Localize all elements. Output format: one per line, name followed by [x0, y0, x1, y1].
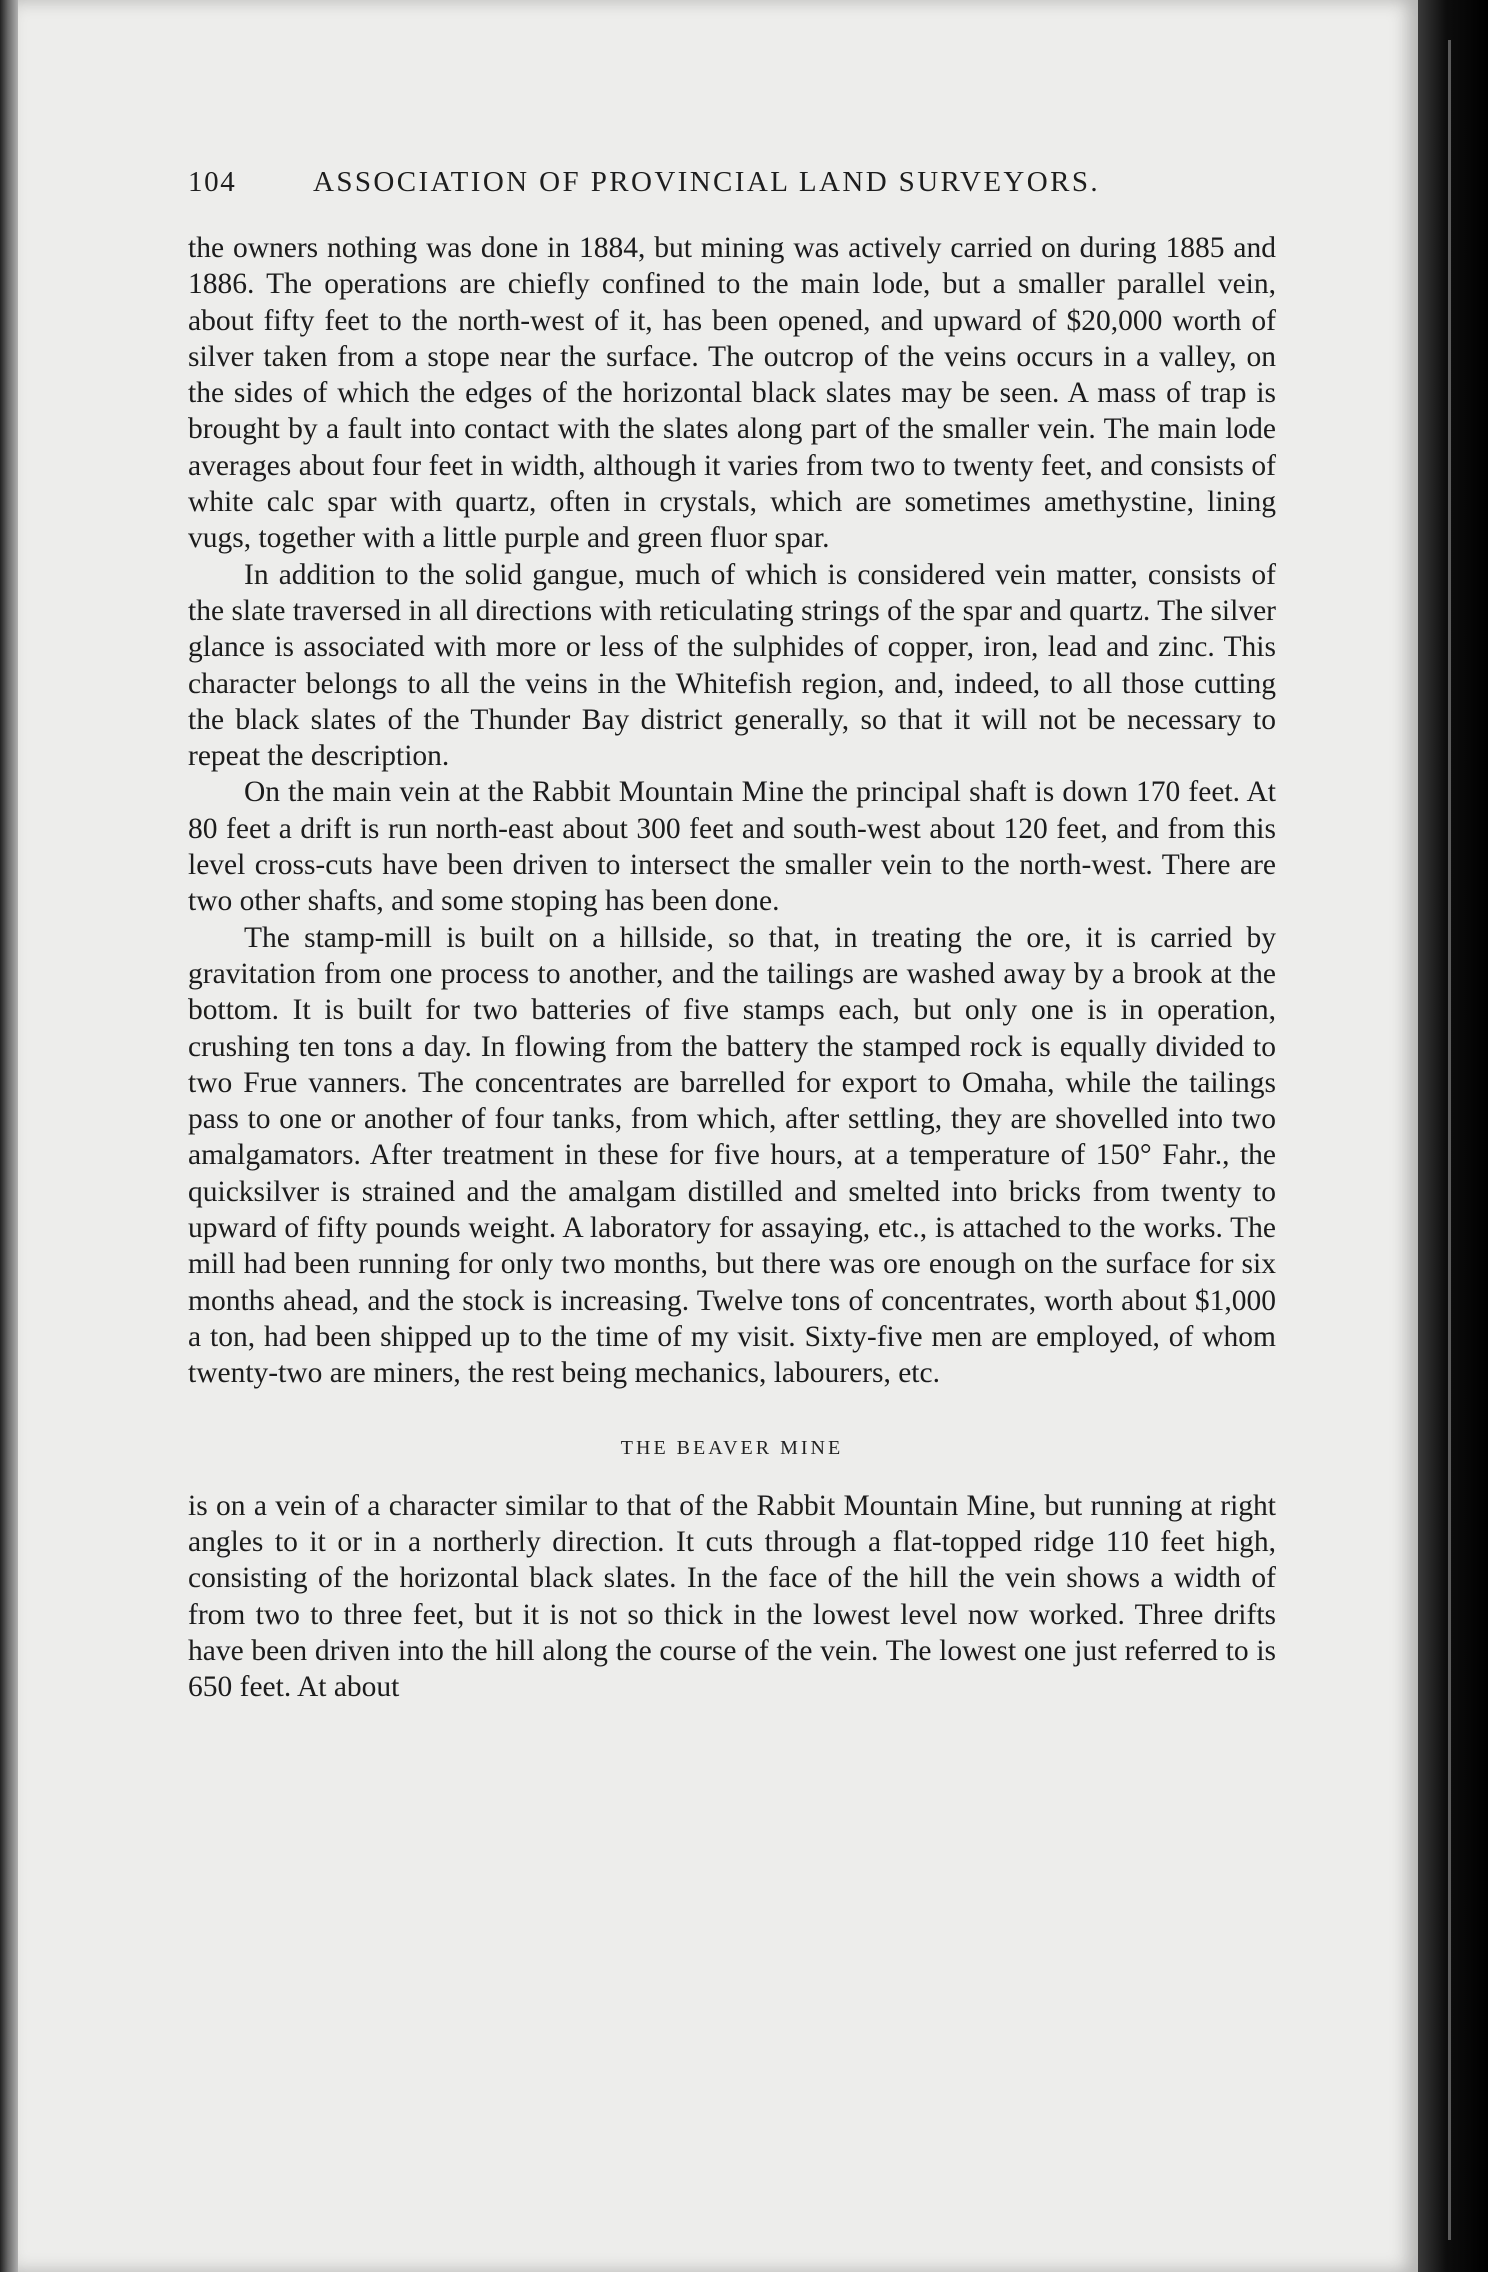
running-header — [188, 166, 1200, 199]
page-number: 104 — [188, 166, 237, 198]
paragraph: is on a vein of a character similar to that of the Rabbit Mountain Mine, but running at right angles to it or in a northerly direction. It cuts through a flat-topped ridge 110 feet high, consisting of the horizontal black slates. In the face of the hill the vein shows a width of from two to three feet, but it is not so thick in the lowest level now worked. Three drifts have been driven into the hill along the course of the vein. The lowest one just referred to is 650 feet. At about — [188, 1489, 1276, 1704]
running-title: ASSOCIATION OF PROVINCIAL LAND SURVEYORS. — [313, 166, 1101, 198]
page-left-edge — [0, 0, 20, 2272]
binding-shadow — [1418, 0, 1488, 2272]
paragraph: the owners nothing was done in 1884, but mining was actively carried on during 1885 and 1886. The operations are chiefly confined to the main lode, but a smaller parallel vein, about fifty feet to the north-west of it, has been opened, and upward of $20,000 worth of silver taken from a stope near the surface. The outcrop of the veins occurs in a valley, on the sides of which the edges of the horizontal black slates may be seen. A mass of trap is brought by a fault into contact with the slates along part of the smaller vein. The main lode averages about four feet in width, although it varies from two to twenty feet, and consists of white calc spar with quartz, often in crystals, which are sometimes amethystine, lining vugs, together with a little purple and green fluor spar. — [188, 232, 1276, 555]
paragraph: On the main vein at the Rabbit Mountain Mine the principal shaft is down 170 feet. At 80 feet a drift is run north-east about 300 feet and south-west about 120 feet, and from this level cross-cuts have been driven to intersect the smaller vein to the north-west. There are two other shafts, and some stoping has been done. — [188, 776, 1276, 918]
body-text — [188, 230, 1276, 1706]
section-heading: THE BEAVER MINE — [620, 1436, 844, 1459]
paragraph: The stamp-mill is built on a hillside, so that, in treating the ore, it is carried by gravitation from one process to another, and the tailings are washed away by a brook at the bottom. It is built for two batteries of five stamps each, but only one is in operation, crushing ten tons a day. In flowing from the battery the stamped rock is equally divided to two Frue vanners. The concentrates are barrelled for export to Omaha, while the tailings pass to one or another of four tanks, from which, after settling, they are shovelled into two amalgamators. After treatment in these for five hours, at a temperature of 150° Fahr., the quicksilver is strained and the amalgam distilled and smelted into bricks from twenty to upward of fifty pounds weight. A laboratory for assaying, etc., is attached to the works. The mill had been running for only two months, but there was ore enough on the surface for six months ahead, and the stock is increasing. Twelve tons of concentrates, worth about $1,000 a ton, had been shipped up to the time of my visit. Sixty-five men are employed, of whom twenty-two are miners, the rest being mechanics, labourers, etc. — [188, 921, 1276, 1390]
paragraph: In addition to the solid gangue, much of which is considered vein matter, consists of the slate traversed in all directions with reticulating strings of the spar and quartz. The silver glance is associated with more or less of the sulphides of copper, iron, lead and zinc. This character belongs to all the veins in the Whitefish region, and, indeed, to all those cutting the black slates of the Thunder Bay district generally, so that it will not be necessary to repeat the description. — [188, 558, 1276, 773]
page-edge-line — [1448, 40, 1451, 2240]
